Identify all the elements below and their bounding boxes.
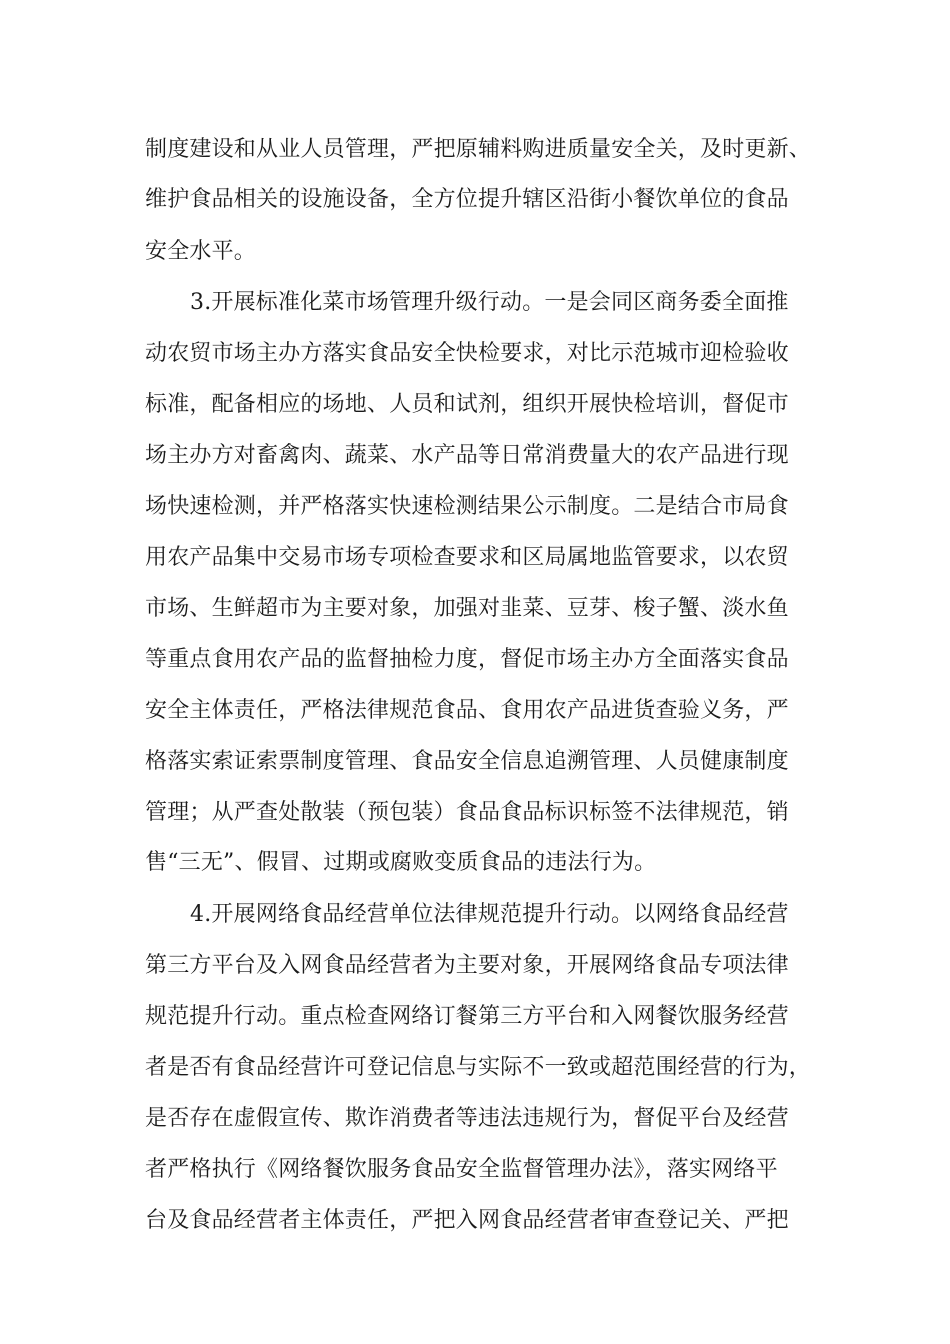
text-line: 第三方平台及入网食品经营者为主要对象，开展网络食品专项法律 <box>145 953 789 978</box>
text-line: 场快速检测，并严格落实快速检测结果公示制度。二是结合市局食 <box>145 494 789 519</box>
text-line: 维护食品相关的设施设备，全方位提升辖区沿街小餐饮单位的食品 <box>145 187 789 212</box>
text-line: 制度建设和从业人员管理，严把原辅料购进质量安全关，及时更新、 <box>145 137 812 162</box>
text-line: 动农贸市场主办方落实食品安全快检要求，对比示范城市迎检验收 <box>145 341 789 366</box>
text-line: 格落实索证索票制度管理、食品安全信息追溯管理、人员健康制度 <box>145 749 789 774</box>
text-line: 台及食品经营者主体责任，严把入网食品经营者审查登记关、严把 <box>145 1208 789 1233</box>
text-line: 者是否有食品经营许可登记信息与实际不一致或超范围经营的行为， <box>145 1055 812 1080</box>
text-line: 用农产品集中交易市场专项检查要求和区局属地监管要求，以农贸 <box>145 545 789 570</box>
paragraph-3-first-line: 3.开展标准化菜市场管理升级行动。一是会同区商务委全面推 <box>190 290 789 315</box>
text-line: 者严格执行《网络餐饮服务食品安全监督管理办法》，落实网络平 <box>145 1157 778 1182</box>
text-line: 售“三无”、假冒、过期或腐败变质食品的违法行为。 <box>145 850 657 875</box>
text-line: 规范提升行动。重点检查网络订餐第三方平台和入网餐饮服务经营 <box>145 1004 789 1029</box>
text-line: 安全主体责任，严格法律规范食品、食用农产品进货查验义务，严 <box>145 698 789 723</box>
text-line: 等重点食用农产品的监督抽检力度，督促市场主办方全面落实食品 <box>145 647 789 672</box>
text-line: 市场、生鲜超市为主要对象，加强对韭菜、豆芽、梭子蟹、淡水鱼 <box>145 596 789 621</box>
text-line: 安全水平。 <box>145 239 257 264</box>
paragraph-4-first-line: 4.开展网络食品经营单位法律规范提升行动。以网络食品经营 <box>190 902 789 927</box>
text-line: 标准，配备相应的场地、人员和试剂，组织开展快检培训，督促市 <box>145 392 789 417</box>
text-line: 是否存在虚假宣传、欺诈消费者等违法违规行为，督促平台及经营 <box>145 1106 789 1131</box>
text-line: 管理；从严查处散装（预包装）食品食品标识标签不法律规范，销 <box>145 800 789 825</box>
text-line: 场主办方对畜禽肉、蔬菜、水产品等日常消费量大的农产品进行现 <box>145 443 789 468</box>
